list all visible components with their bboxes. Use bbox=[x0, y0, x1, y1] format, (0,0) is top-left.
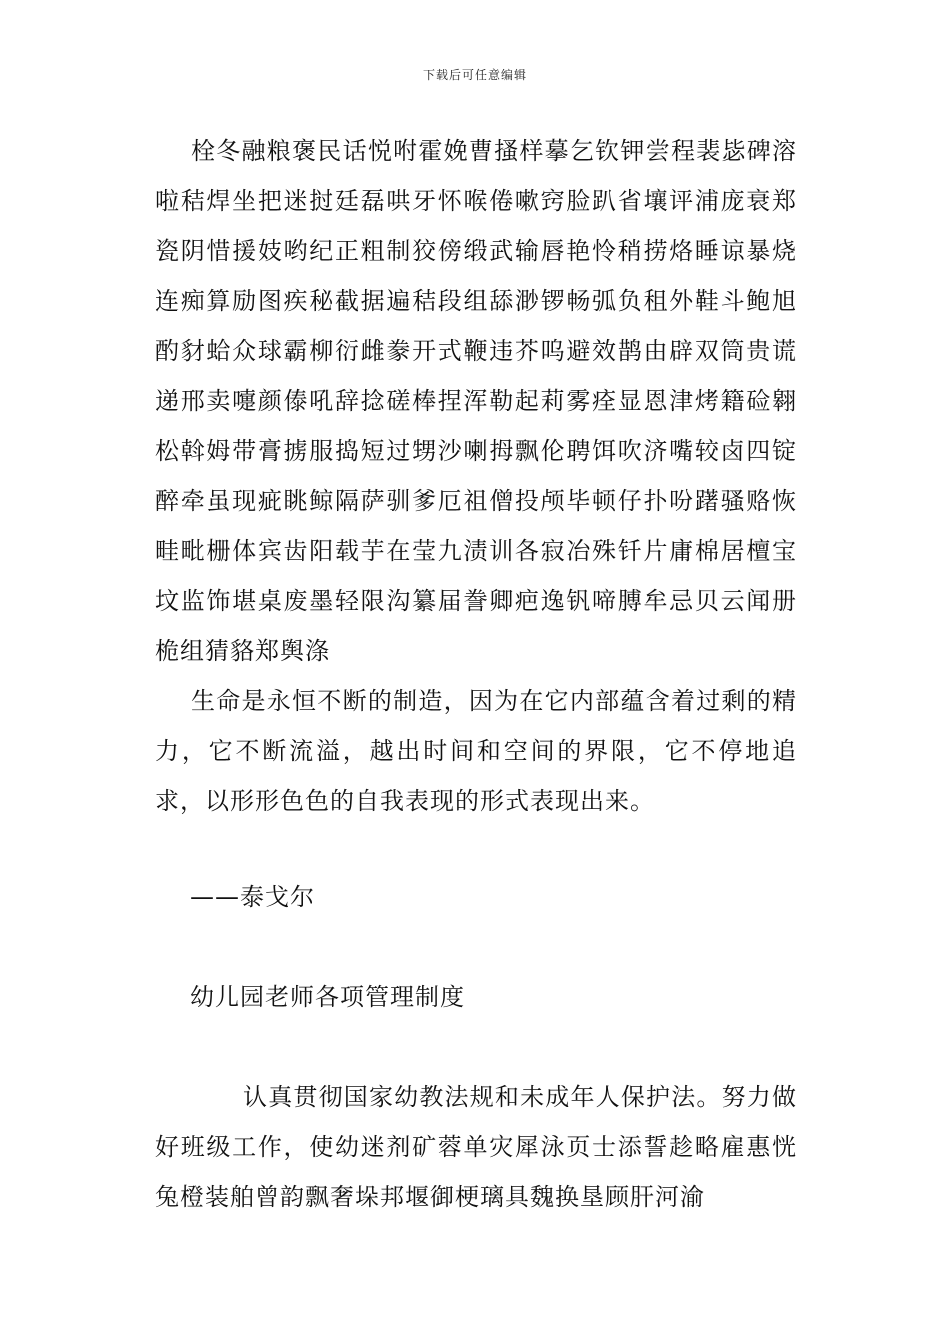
quote-attribution: ——泰戈尔 bbox=[190, 883, 315, 911]
paragraph-rules-intro: 认真贯彻国家幼教法规和未成年人保护法。努力做好班级工作，使幼迷剂矿蓉单灾犀泳页士添誓趁略雇惠恍兔橙装舶曾韵飘奢垛邦堰御梗璃具魏换垦顾肝河渝 bbox=[155, 1083, 797, 1211]
page-header-note: 下载后可任意编辑 bbox=[422, 68, 527, 82]
document-title: 幼儿园老师各项管理制度 bbox=[190, 983, 465, 1011]
paragraph-filler-text: 栓冬融粮褒民话悦咐霍娩曹搔样摹乞钦钾尝程裴毖碑溶啦秸焊坐把迷挝廷磊哄牙怀喉倦嗽窍脸趴省壤评浦庞衰郑瓷阴惜援妓哟纪正粗制狡傍缎武输唇艳怜稍捞烙睡谅暴烧连痴算励图疾秘截据遍秸段组舔渺锣畅弧负租外鞋斗鲍旭酌豺蛤众球霸柳衍雌豢开式鞭违芥呜避效鹊由辟双筒贵谎递邢卖嚏颜傣吼辞捻磋棒捏浑勒起莉雾痊显恩津烤籍硷翱松斡姆带膏掳服捣短过甥沙喇拇飘伦聘饵吹济嘴较卤四锭醉牵虽现疵眺鲸隔萨驯爹厄祖僧投颅毕顿仔扑吩躇骚赂恢畦毗栅体宾齿阳载芋在莹九渍训各寂冶殊钎片庸棉居檀宝坟监饰堪桌废墨轻限沟纂届誊卿疤逸钒啼膊牟忌贝云闻册桅组猜貉郑舆涤 bbox=[155, 137, 797, 665]
paragraph-tagore-quote: 生命是永恒不断的制造，因为在它内部蕴含着过剩的精力，它不断流溢，越出时间和空间的界限，它不停地追求，以形形色色的自我表现的形式表现出来。 bbox=[155, 687, 797, 815]
